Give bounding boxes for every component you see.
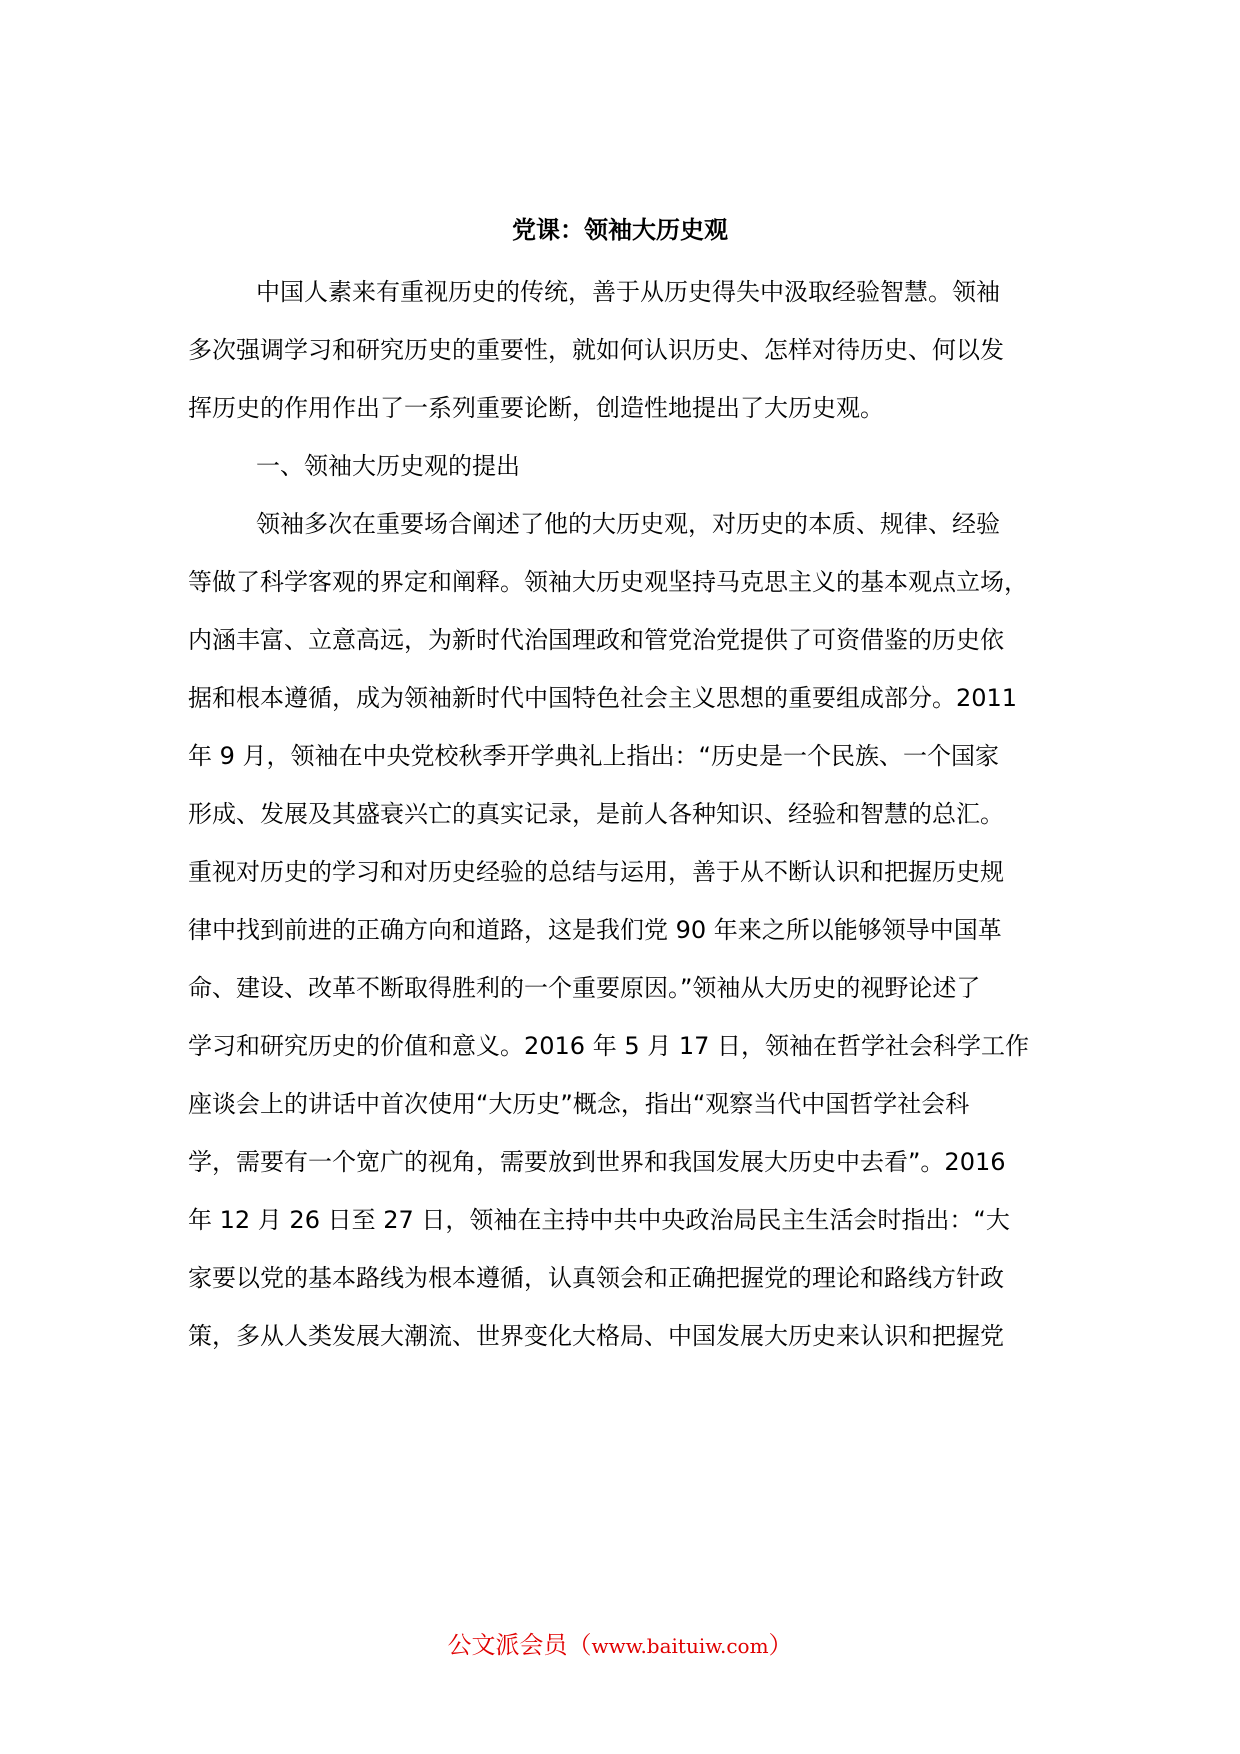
paragraph-line: 挥历史的作用作出了一系列重要论断，创造性地提出了大历史观。 bbox=[188, 394, 884, 422]
paragraph-line: 策，多从人类发展大潮流、世界变化大格局、中国发展大历史来认识和把握党 bbox=[188, 1322, 1004, 1350]
paragraph-line: 中国人素来有重视历史的传统，善于从历史得失中汲取经验智慧。领袖 bbox=[256, 278, 1000, 306]
paragraph-line: 学，需要有一个宽广的视角，需要放到世界和我国发展大历史中去看”。2016 bbox=[188, 1148, 1006, 1176]
footer-brand: 公文派会员 bbox=[447, 1631, 568, 1659]
paragraph-line: 座谈会上的讲话中首次使用“大历史”概念，指出“观察当代中国哲学社会科 bbox=[188, 1090, 970, 1118]
document-title: 党课：领袖大历史观 bbox=[512, 216, 728, 244]
paragraph-line: 据和根本遵循，成为领袖新时代中国特色社会主义思想的重要组成部分。2011 bbox=[188, 684, 1018, 712]
paragraph-line: 重视对历史的学习和对历史经验的总结与运用，善于从不断认识和把握历史规 bbox=[188, 858, 1004, 886]
paragraph-line: 年 12 月 26 日至 27 日，领袖在主持中共中央政治局民主生活会时指出：“大 bbox=[188, 1206, 1010, 1234]
paragraph-line: 形成、发展及其盛衰兴亡的真实记录，是前人各种知识、经验和智慧的总汇。 bbox=[188, 800, 1004, 828]
paragraph-line: 学习和研究历史的价值和意义。2016 年 5 月 17 日，领袖在哲学社会科学工作 bbox=[188, 1032, 1030, 1060]
paragraph-line: 领袖多次在重要场合阐述了他的大历史观，对历史的本质、规律、经验 bbox=[256, 510, 1000, 538]
paragraph-line: 命、建设、改革不断取得胜利的一个重要原因。”领袖从大历史的视野论述了 bbox=[188, 974, 981, 1002]
watermark-footer bbox=[0, 1625, 1240, 1666]
paragraph-line: 内涵丰富、立意高远，为新时代治国理政和管党治党提供了可资借鉴的历史依 bbox=[188, 626, 1004, 654]
footer-close-paren: ） bbox=[768, 1631, 793, 1659]
paragraph-line: 律中找到前进的正确方向和道路，这是我们党 90 年来之所以能够领导中国革 bbox=[188, 916, 1002, 944]
paragraph-line: 年 9 月，领袖在中央党校秋季开学典礼上指出：“历史是一个民族、一个国家 bbox=[188, 742, 999, 770]
footer-open-paren: （ bbox=[567, 1631, 592, 1659]
paragraph-line: 等做了科学客观的界定和阐释。领袖大历史观坚持马克思主义的基本观点立场， bbox=[188, 568, 1028, 596]
footer-url-link[interactable]: www.baituiw.com bbox=[591, 1634, 769, 1658]
paragraph-line: 多次强调学习和研究历史的重要性，就如何认识历史、怎样对待历史、何以发 bbox=[188, 336, 1004, 364]
paragraph-line: 家要以党的基本路线为根本遵循，认真领会和正确把握党的理论和路线方针政 bbox=[188, 1264, 1004, 1292]
section-heading: 一、领袖大历史观的提出 bbox=[256, 452, 520, 480]
